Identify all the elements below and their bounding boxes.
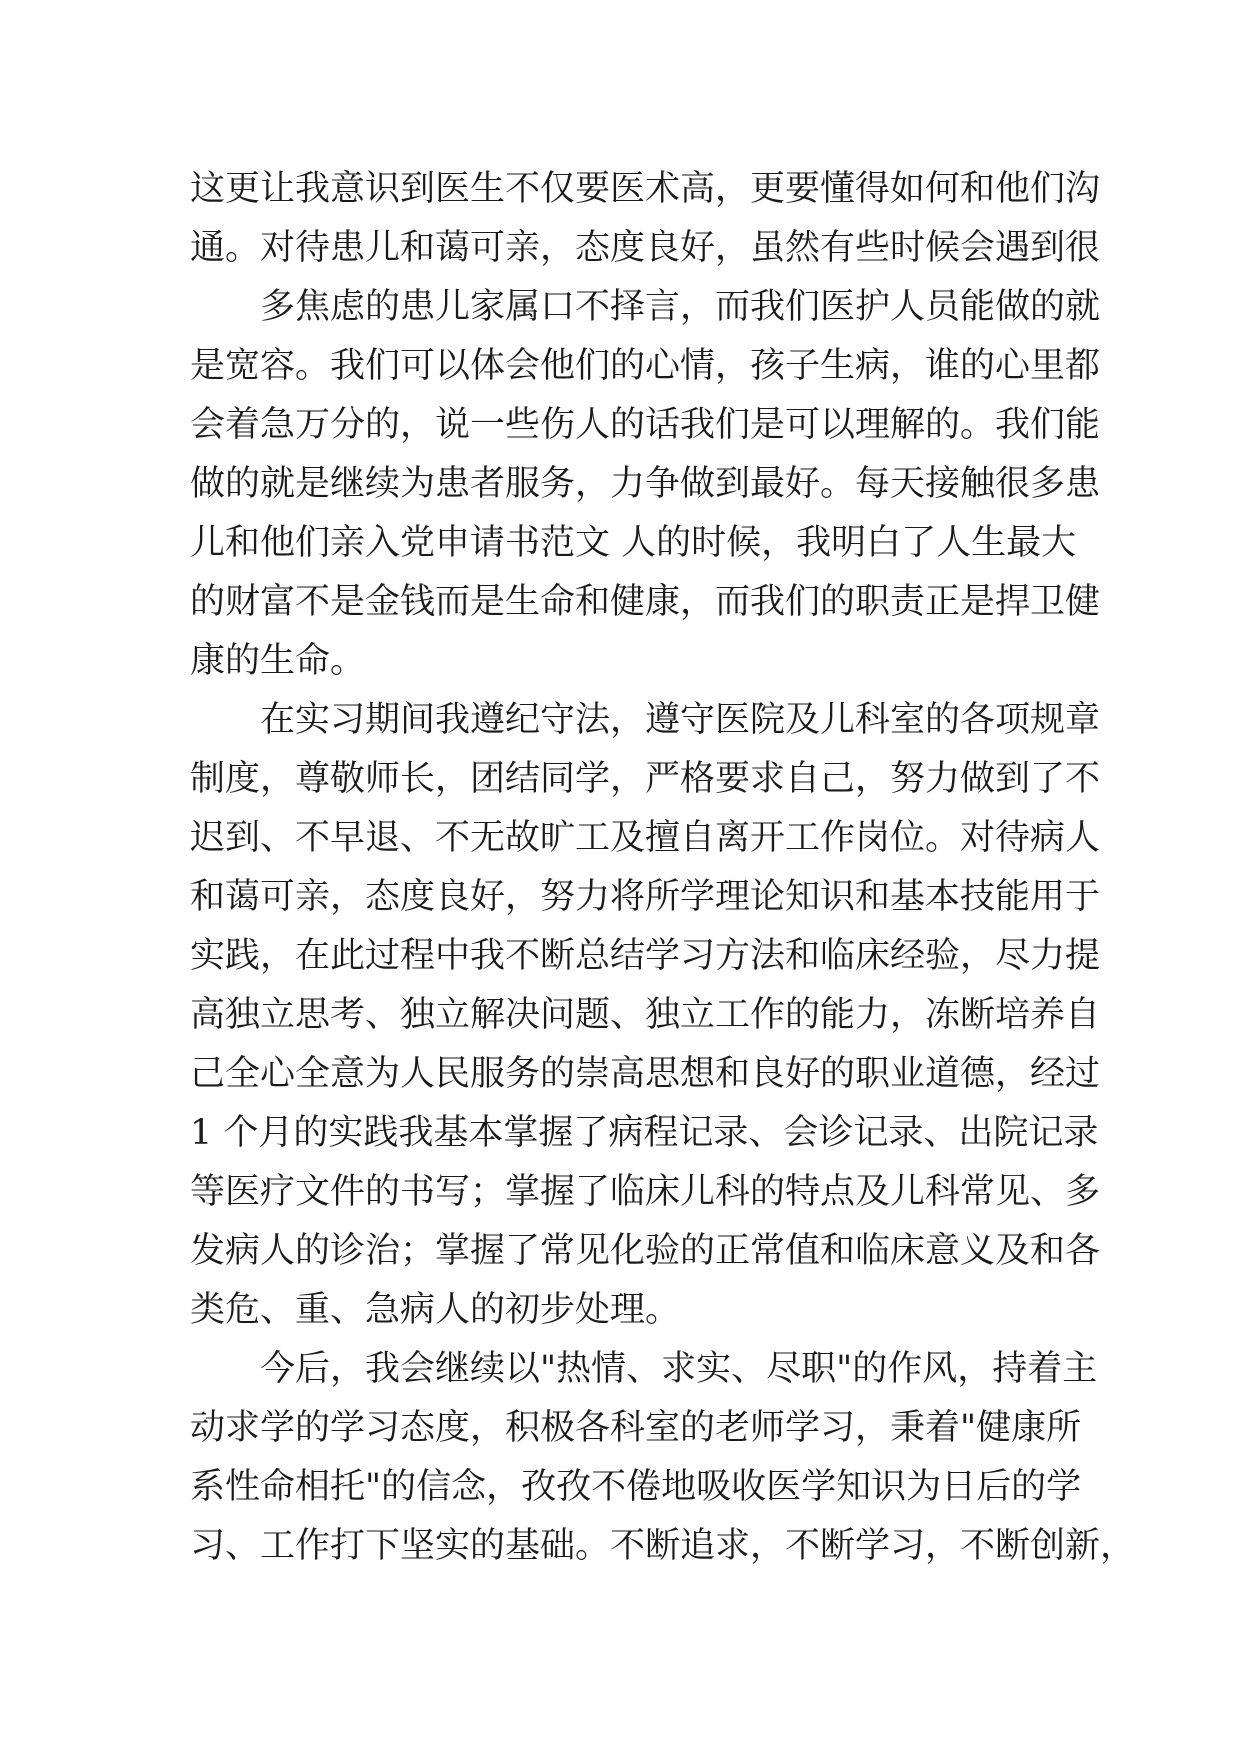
text-line: 儿和他们亲入党申请书范文 人的时候，我明白了人生最大 xyxy=(190,523,1077,563)
text-line: 迟到、不早退、不无故旷工及擅自离开工作岗位。对待病人 xyxy=(190,818,1101,858)
text-line: 习、工作打下坚实的基础。不断追求，不断学习，不断创新， xyxy=(190,1526,1136,1566)
text-line: 高独立思考、独立解决问题、独立工作的能力，冻断培养自 xyxy=(190,995,1101,1035)
text-line: 多焦虑的患儿家属口不择言，而我们医护人员能做的就 xyxy=(260,287,1101,327)
text-line: 发病人的诊治；掌握了常见化验的正常值和临床意义及和各 xyxy=(190,1231,1101,1271)
text-line: 康的生命。 xyxy=(190,641,366,681)
text-line: 等医疗文件的书写；掌握了临床儿科的特点及儿科常见、多 xyxy=(190,1172,1101,1212)
document-body xyxy=(190,160,1136,1576)
text-line: 通。对待患儿和蔼可亲，态度良好，虽然有些时候会遇到很 xyxy=(190,228,1101,268)
text-line: 会着急万分的，说一些伤人的话我们是可以理解的。我们能 xyxy=(190,405,1101,445)
text-line: 实践，在此过程中我不断总结学习方法和临床经验，尽力提 xyxy=(190,936,1101,976)
text-line: 系性命相托"的信念，孜孜不倦地吸收医学知识为日后的学 xyxy=(190,1467,1082,1507)
text-line: 1 个月的实践我基本掌握了病程记录、会诊记录、出院记录 xyxy=(190,1113,1099,1153)
text-line: 制度，尊敬师长，团结同学，严格要求自己，努力做到了不 xyxy=(190,759,1101,799)
text-line: 是宽容。我们可以体会他们的心情，孩子生病，谁的心里都 xyxy=(190,346,1101,386)
text-line: 和蔼可亲，态度良好，努力将所学理论知识和基本技能用于 xyxy=(190,877,1101,917)
text-line: 的财富不是金钱而是生命和健康，而我们的职责正是捍卫健 xyxy=(190,582,1101,622)
text-line: 类危、重、急病人的初步处理。 xyxy=(190,1290,681,1330)
text-line: 这更让我意识到医生不仅要医术高，更要懂得如何和他们沟 xyxy=(190,169,1101,209)
text-line: 动求学的学习态度，积极各科室的老师学习，秉着"健康所 xyxy=(190,1408,1082,1448)
text-line: 今后，我会继续以"热情、求实、尽职"的作风，持着主 xyxy=(260,1349,1098,1389)
text-line: 做的就是继续为患者服务，力争做到最好。每天接触很多患 xyxy=(190,464,1101,504)
text-line: 在实习期间我遵纪守法，遵守医院及儿科室的各项规章 xyxy=(260,700,1101,740)
text-line: 己全心全意为人民服务的崇高思想和良好的职业道德，经过 xyxy=(190,1054,1101,1094)
